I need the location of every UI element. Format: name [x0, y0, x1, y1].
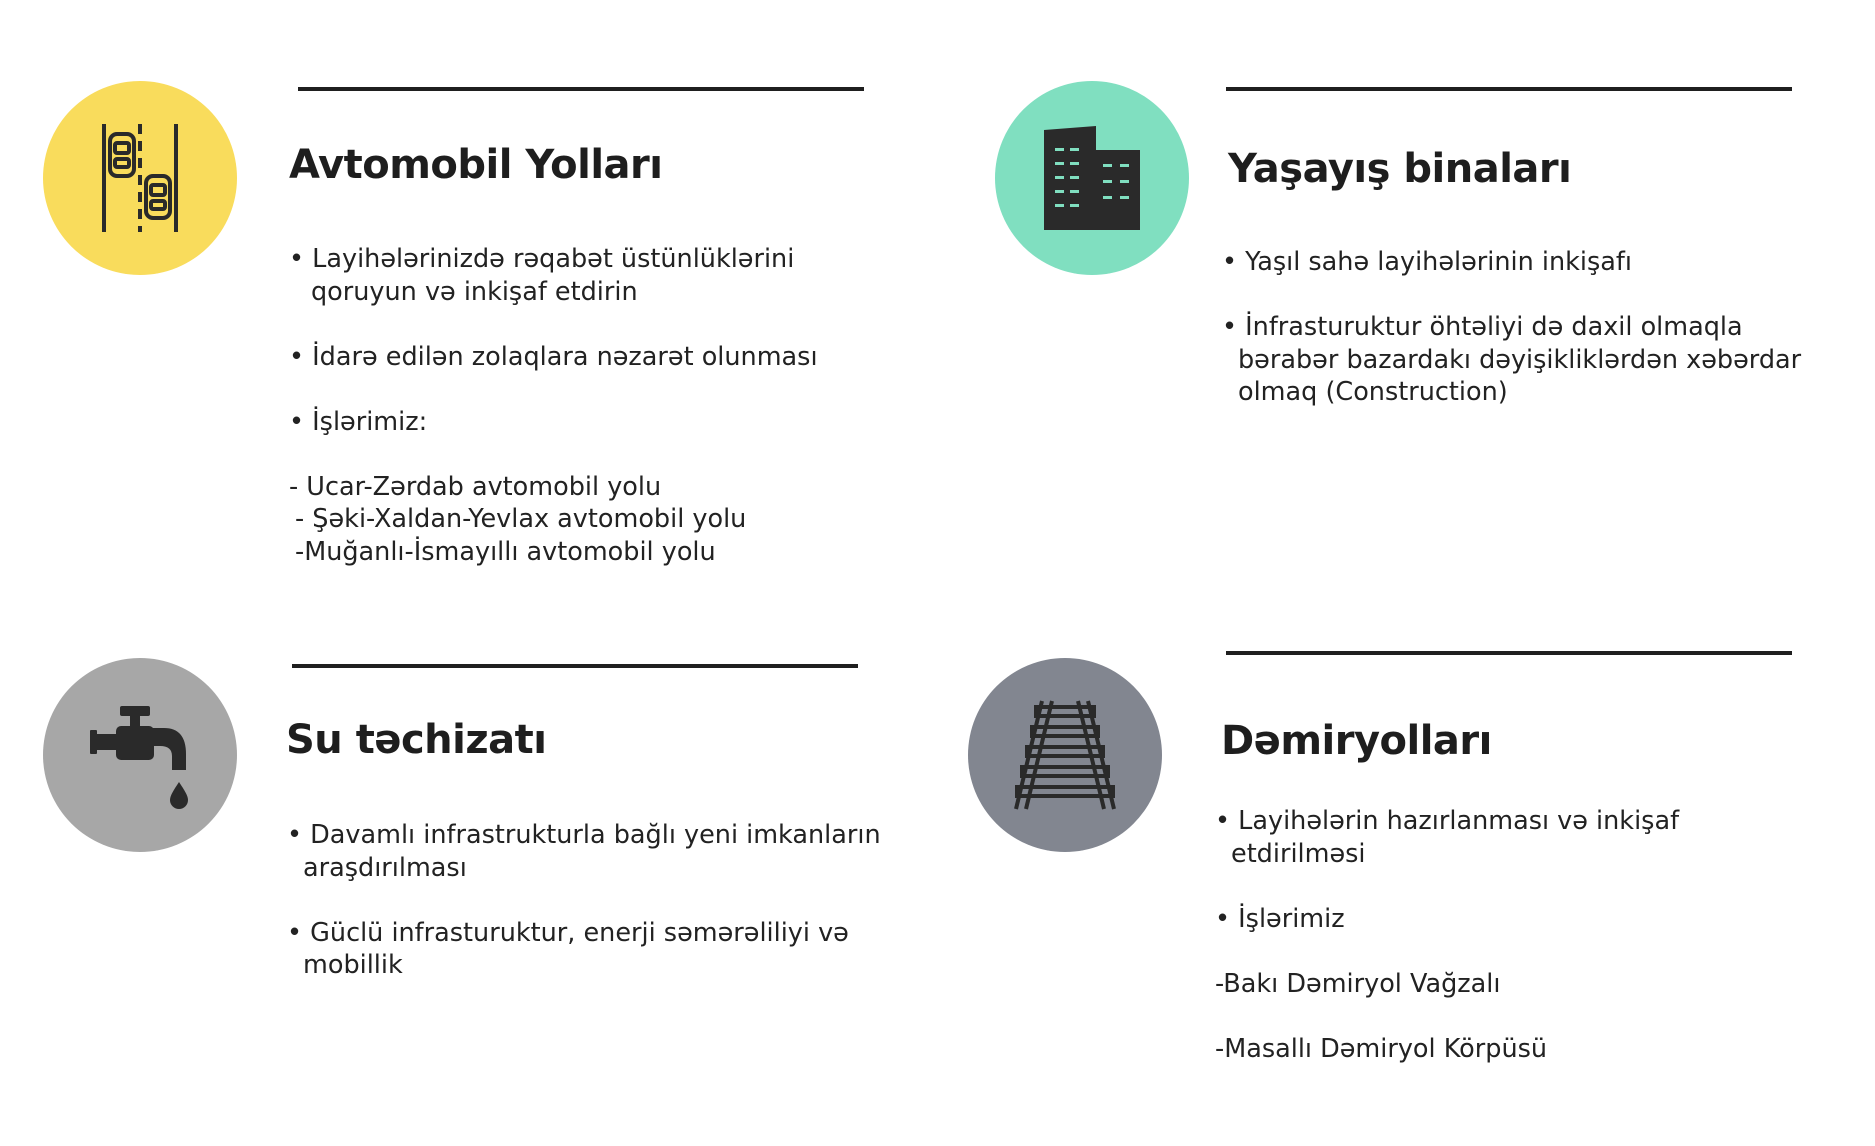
rail-line-2: etdirilməsi — [1231, 838, 1366, 869]
rail-line-1: • Layihələrin hazırlanması və inkişaf — [1215, 806, 1680, 836]
rail-circle — [968, 658, 1162, 852]
roads-line-4: • İşlərimiz: — [289, 406, 428, 437]
housing-circle — [995, 81, 1189, 275]
housing-line-2: • İnfrasturuktur öhtəliyi də daxil olmaqla — [1222, 312, 1743, 342]
roads-title: Avtomobil Yolları — [289, 142, 663, 188]
housing-title: Yaşayış binaları — [1228, 146, 1572, 192]
roads-line-3: • İdarə edilən zolaqlara nəzarət olunması — [289, 341, 818, 372]
water-title: Su təchizatı — [286, 717, 547, 763]
roads-line-2: qoruyun və inkişaf etdirin — [311, 276, 638, 307]
water-tap-icon — [88, 700, 192, 810]
rail-line-4: -Bakı Dəmiryol Vağzalı — [1215, 968, 1501, 999]
water-line-2: araşdırılması — [303, 852, 467, 883]
roads-circle — [43, 81, 237, 275]
water-line-4: mobillik — [303, 950, 403, 980]
rail-rule — [1226, 651, 1792, 655]
roads-line-6: - Şəki-Xaldan-Yevlax avtomobil yolu — [295, 504, 747, 534]
water-line-1: • Davamlı infrastrukturla bağlı yeni imkanların — [287, 820, 881, 850]
rail-line-5: -Masallı Dəmiryol Körpüsü — [1215, 1033, 1548, 1064]
water-line-3: • Güclü infrasturuktur, enerji səmərəliliyi və — [287, 917, 849, 948]
housing-line-3: bərabər bazardakı dəyişikliklərdən xəbərdar — [1238, 344, 1802, 375]
roads-line-1: • Layihələrinizdə rəqabət üstünlüklərini — [289, 244, 795, 274]
road-cars-icon — [94, 120, 186, 236]
roads-line-5: - Ucar-Zərdab avtomobil yolu — [289, 471, 662, 502]
housing-line-4: olmaq (Construction) — [1238, 377, 1508, 407]
water-body — [287, 819, 881, 982]
housing-rule — [1226, 87, 1792, 91]
water-rule — [292, 664, 858, 668]
railway-track-icon — [1006, 697, 1124, 813]
buildings-icon — [1040, 124, 1144, 232]
housing-body — [1222, 246, 1801, 409]
roads-line-7: -Muğanlı-İsmayıllı avtomobil yolu — [295, 536, 716, 567]
water-circle — [43, 658, 237, 852]
housing-line-1: • Yaşıl sahə layihələrinin inkişafı — [1222, 247, 1632, 277]
roads-body — [289, 243, 818, 568]
roads-rule — [298, 87, 864, 91]
rail-title: Dəmiryolları — [1221, 718, 1492, 764]
rail-line-3: • İşlərimiz — [1215, 903, 1345, 934]
rail-body — [1215, 805, 1679, 1065]
